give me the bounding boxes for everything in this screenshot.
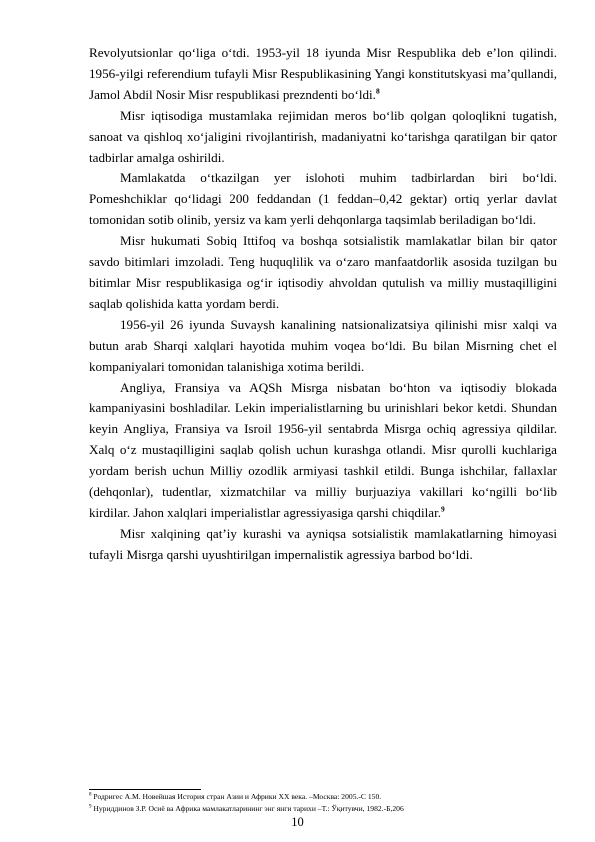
footnote-ref-8[interactable]: 8: [375, 86, 380, 96]
footnote-mark: 8: [89, 792, 92, 798]
paragraph-5: [89, 315, 557, 378]
document-body: [89, 43, 557, 566]
paragraph-text: Mamlakatda o‘tkazilgan yer islohoti muhim tadbirlardan biri bo‘ldi. Pomeshchiklar qo‘lidagi 200 feddandan (1 feddan–0,42 gektar) ortiq yerlar davlat tomonidan sotib olinib, yersiz va kam yerli dehqonlarga taqsimlab beriladigan bo‘ldi.: [89, 170, 557, 228]
paragraph-text: 1956-yil 26 iyunda Suvaysh kanalining natsionalizatsiya qilinishi misr xalqi va butun arab Sharqi xalqlari hayotida muhim voqea bo‘ldi. Bu bilan Misrning chet el kompaniyalari tomonidan talanishiga xotima berildi.: [89, 316, 557, 374]
footnote-mark: 9: [89, 803, 92, 809]
footnote-8: [89, 791, 557, 803]
paragraph-6: [89, 378, 557, 524]
footnote-text: Нуриддинов З.Р. Осиё ва Африка мамлакатларининг энг янги тарихи –Т.: Ўқитувчи, 1982.-Б,206: [93, 803, 404, 813]
paragraph-1: [89, 43, 557, 106]
paragraph-text: Misr hukumati Sobiq Ittifoq va boshqa sotsialistik mamlakatlar bilan bir qator savdo bitimlari imzoladi. Teng huquqlilik va o‘zaro manfaatdorlik asosida tuzilgan bu bitimlar Misr respublikasiga og‘ir iqtisodiy ahvoldan qutulish va milliy mustaqilligini saqlab qolishida katta yordam berdi.: [89, 233, 557, 311]
footnote-separator: [89, 789, 201, 790]
paragraph-text: Angliya, Fransiya va AQSh Misrga nisbatan bo‘hton va iqtisodiy blokada kampaniyasini boshladilar. Lekin imperialistlarning bu urinishlari bekor ketdi. Shundan keyin Angliya, Fransiya va Isroil 1956-yil sentabrda Misrga ochiq agressiya qildilar. Xalq o‘z mustaqilligini saqlab qolish uchun kurashga otlandi. Misr qurolli kuchlariga yordam berish uchun Milliy ozodlik armiyasi tashkil etildi. Bunga ishchilar, fallaxlar (dehqonlar), tudentlar, xizmatchilar va milliy burjuaziya vakillari ko‘ngilli bo‘lib kirdilar. Jahon xalqlari imperialistlar agressiyasiga qarshi chiqdilar.: [89, 379, 557, 520]
footnote-ref-9[interactable]: 9: [440, 504, 445, 514]
paragraph-text: Misr xalqining qat’iy kurashi va ayniqsa sotsialistik mamlakatlarning himoyasi tufayli Misrga qarshi uyushtirilgan impernalistik agressiya barbod bo‘ldi.: [89, 525, 557, 562]
paragraph-text: Misr iqtisodiga mustamlaka rejimidan meros bo‘lib qolgan qoloqlikni tugatish, sanoat va qishloq xo‘jaligini rivojlantirish, madaniyatni ko‘tarishga qaratilgan bir qator tadbirlar amalga oshirildi.: [89, 107, 557, 165]
paragraph-text: Revolyutsionlar qo‘liga o‘tdi. 1953-yil 18 iyunda Misr Respublika deb e’lon qilindi. 1956-yilgi referendium tufayli Misr Respublikasining Yangi konstitutskyasi ma’qullandi, Jamol Abdil Nosir Misr respublikasi prezndenti bo‘ldi.: [89, 45, 557, 102]
footnote-9: [89, 803, 557, 815]
footnote-text: Родригес А.М. Новейшая История стран Азии и Африки ХХ века. –Москва: 2005.-С 150.: [93, 792, 382, 801]
paragraph-4: [89, 231, 557, 315]
paragraph-7: [89, 524, 557, 566]
paragraph-3: [89, 168, 557, 231]
page-number: 10: [291, 815, 304, 829]
footnotes: [89, 791, 557, 814]
paragraph-2: [89, 106, 557, 169]
